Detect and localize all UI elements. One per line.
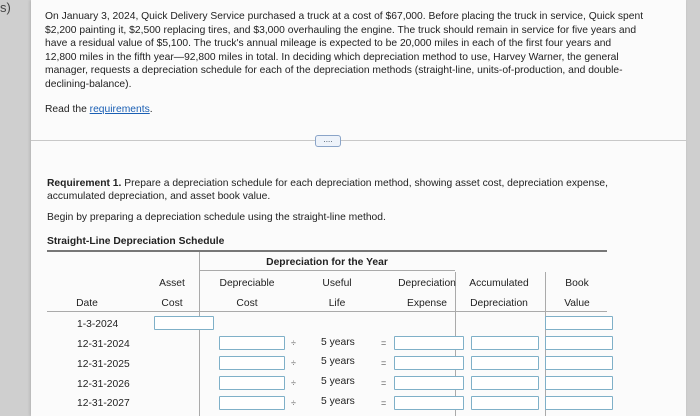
asset-cost-input[interactable] bbox=[154, 316, 214, 330]
book-value-input[interactable] bbox=[545, 396, 613, 410]
divide-operator: ÷ bbox=[291, 378, 296, 388]
requirements-link[interactable]: requirements bbox=[89, 104, 150, 115]
col-divider bbox=[199, 252, 200, 416]
useful-life-value: 5 years bbox=[321, 396, 355, 407]
header-depreciable-cost: Cost bbox=[236, 298, 258, 309]
problem-sheet bbox=[31, 0, 686, 416]
depreciation-expense-input[interactable] bbox=[394, 356, 464, 370]
accumulated-depreciation-input[interactable] bbox=[471, 336, 539, 350]
requirement-1 bbox=[47, 178, 647, 203]
requirement-label: Requirement 1. bbox=[47, 178, 122, 189]
book-value-input[interactable] bbox=[545, 336, 613, 350]
useful-life-value: 5 years bbox=[321, 337, 355, 348]
header-depreciation-expense: Expense bbox=[406, 298, 448, 309]
header-useful-life: Life bbox=[328, 298, 346, 309]
group-header: Depreciation for the Year bbox=[266, 257, 388, 268]
equals-operator: = bbox=[381, 378, 387, 388]
depreciable-cost-input[interactable] bbox=[219, 396, 285, 410]
depreciation-expense-input[interactable] bbox=[394, 376, 464, 390]
header-book-value: Value bbox=[564, 298, 590, 309]
table-top-border bbox=[47, 250, 607, 252]
instruction-text: Begin by preparing a depreciation schedule using the straight-line method. bbox=[47, 212, 386, 223]
divide-operator: ÷ bbox=[291, 338, 296, 348]
read-requirements-line bbox=[45, 104, 153, 115]
section-divider bbox=[31, 140, 686, 141]
question-part-label: s) bbox=[0, 0, 11, 15]
header-depreciation: Depreciation bbox=[398, 278, 456, 289]
equals-operator: = bbox=[381, 358, 387, 368]
row-date: 12-31-2025 bbox=[77, 359, 130, 370]
read-prefix: Read the bbox=[45, 104, 90, 115]
depreciation-schedule-table bbox=[47, 250, 667, 416]
equals-operator: = bbox=[381, 338, 387, 348]
schedule-title: Straight-Line Depreciation Schedule bbox=[47, 236, 225, 247]
row-date: 12-31-2026 bbox=[77, 379, 130, 390]
depreciation-expense-input[interactable] bbox=[394, 396, 464, 410]
row-date: 12-31-2024 bbox=[77, 339, 130, 350]
header-accumulated-depreciation: Depreciation bbox=[470, 298, 528, 309]
equals-operator: = bbox=[381, 398, 387, 408]
depreciable-cost-input[interactable] bbox=[219, 356, 285, 370]
depreciable-cost-input[interactable] bbox=[219, 336, 285, 350]
depreciation-expense-input[interactable] bbox=[394, 336, 464, 350]
useful-life-value: 5 years bbox=[321, 356, 355, 367]
divide-operator: ÷ bbox=[291, 358, 296, 368]
group-header-underline bbox=[199, 270, 455, 271]
problem-paragraph: On January 3, 2024, Quick Delivery Service purchased a truck at a cost of $67,000. Before placing the truck in service, Quick spent $2,200 painting it, $2,500 replacing tires, and $3,000 overhauling the engine. The truck should remain in service for five years and have a residual value of $5,100. The truck's annual mileage is expected to be 20,000 miles in each of the first four years and 12,800 miles in the fifth year—92,800 miles in total. In deciding which depreciation method to use, Harvey Warner, the general manager, requests a depreciation schedule for each of the depreciation methods (straight-line, units-of-production, and double-declining-balance). bbox=[45, 11, 644, 90]
header-asset-cost: Cost bbox=[161, 298, 183, 309]
useful-life-value: 5 years bbox=[321, 376, 355, 387]
header-book: Book bbox=[565, 278, 589, 289]
accumulated-depreciation-input[interactable] bbox=[471, 376, 539, 390]
expand-more-button[interactable]: .... bbox=[315, 135, 341, 147]
requirement-text: Prepare a depreciation schedule for each depreciation method, showing asset cost, depreciation expense, accumulated depreciation, and asset book value. bbox=[47, 178, 608, 202]
row-date: 12-31-2027 bbox=[77, 398, 130, 409]
header-depreciable: Depreciable bbox=[219, 278, 275, 289]
read-suffix: . bbox=[149, 104, 153, 115]
accumulated-depreciation-input[interactable] bbox=[471, 396, 539, 410]
header-useful: Useful bbox=[322, 278, 352, 289]
depreciable-cost-input[interactable] bbox=[219, 376, 285, 390]
divide-operator: ÷ bbox=[291, 398, 296, 408]
problem-statement bbox=[45, 10, 645, 92]
header-date: Date bbox=[76, 298, 98, 309]
accumulated-depreciation-input[interactable] bbox=[471, 356, 539, 370]
header-bottom-border bbox=[47, 311, 607, 312]
book-value-input[interactable] bbox=[545, 316, 613, 330]
book-value-input[interactable] bbox=[545, 376, 613, 390]
header-accumulated: Accumulated bbox=[469, 278, 529, 289]
row-date: 1-3-2024 bbox=[77, 319, 119, 330]
book-value-input[interactable] bbox=[545, 356, 613, 370]
header-asset: Asset bbox=[159, 278, 185, 289]
